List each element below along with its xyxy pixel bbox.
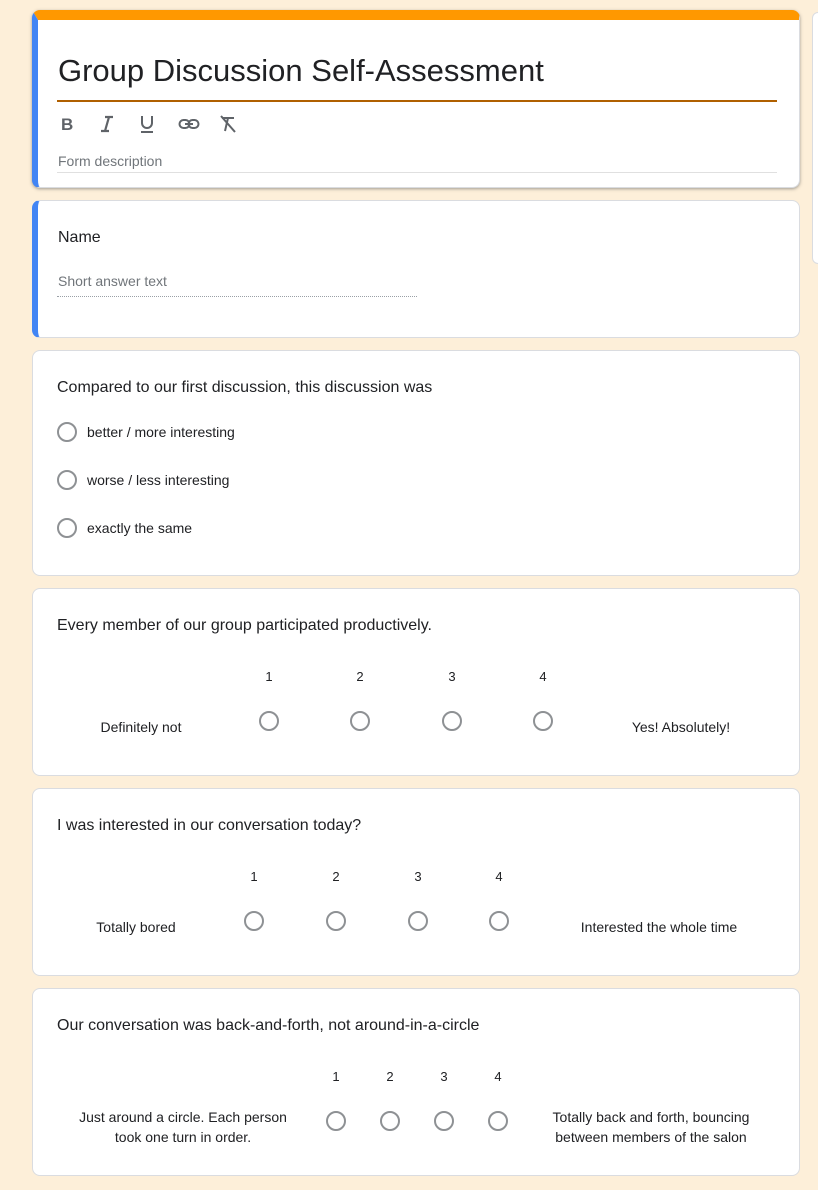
option-label: better / more interesting bbox=[87, 424, 235, 440]
scale-number: 2 bbox=[332, 869, 340, 884]
scale-radio-2[interactable] bbox=[380, 1111, 400, 1131]
scale-high-label: Interested the whole time bbox=[580, 919, 738, 935]
scale-radio-1[interactable] bbox=[259, 711, 279, 731]
scale-number: 3 bbox=[414, 869, 422, 884]
question-title[interactable]: Compared to our first discussion, this discussion was bbox=[57, 379, 433, 396]
scale-radio-1[interactable] bbox=[244, 911, 264, 931]
form-title[interactable]: Group Discussion Self-Assessment bbox=[58, 53, 544, 88]
radio-option[interactable] bbox=[57, 422, 77, 442]
radio-option[interactable] bbox=[57, 518, 77, 538]
scale-radio-3[interactable] bbox=[408, 911, 428, 931]
scale-number: 1 bbox=[250, 869, 258, 884]
question-card-name[interactable] bbox=[32, 200, 800, 338]
scale-number: 2 bbox=[386, 1069, 394, 1084]
scale-number: 2 bbox=[356, 669, 364, 684]
option-label: worse / less interesting bbox=[87, 472, 230, 488]
form-header-card[interactable] bbox=[32, 10, 800, 188]
scale-number: 1 bbox=[332, 1069, 340, 1084]
side-toolbar-card bbox=[812, 12, 818, 264]
question-title[interactable]: Name bbox=[58, 229, 101, 246]
bold-icon[interactable] bbox=[58, 112, 98, 136]
scale-number: 4 bbox=[539, 669, 547, 684]
radio-option[interactable] bbox=[57, 470, 77, 490]
scale-radio-3[interactable] bbox=[442, 711, 462, 731]
question-card-flow[interactable] bbox=[32, 988, 800, 1176]
link-icon[interactable] bbox=[178, 112, 218, 136]
scale-radio-1[interactable] bbox=[326, 1111, 346, 1131]
form-description-input[interactable]: Form description bbox=[58, 153, 163, 169]
underline-icon[interactable] bbox=[138, 112, 178, 136]
italic-icon[interactable] bbox=[98, 112, 138, 136]
option-label: exactly the same bbox=[87, 520, 193, 536]
question-card-comparison[interactable] bbox=[32, 350, 800, 576]
scale-high-label: Totally back and forth, bouncing between members of the salon bbox=[552, 1109, 750, 1145]
description-underline bbox=[57, 172, 777, 173]
scale-radio-2[interactable] bbox=[350, 711, 370, 731]
scale-high-label: Yes! Absolutely! bbox=[631, 719, 731, 735]
scale-number: 3 bbox=[448, 669, 456, 684]
scale-radio-3[interactable] bbox=[434, 1111, 454, 1131]
text-format-toolbar bbox=[58, 112, 258, 136]
question-title[interactable]: Every member of our group participated productively. bbox=[57, 617, 432, 634]
scale-low-label: Just around a circle. Each person took one turn in order. bbox=[79, 1109, 287, 1145]
scale-radio-4[interactable] bbox=[489, 911, 509, 931]
scale-low-label: Definitely not bbox=[100, 719, 182, 735]
question-card-interest[interactable] bbox=[32, 788, 800, 976]
scale-number: 3 bbox=[440, 1069, 448, 1084]
question-title[interactable]: I was interested in our conversation today? bbox=[57, 817, 362, 834]
svg-text:B: B bbox=[61, 115, 74, 133]
scale-low-label: Totally bored bbox=[96, 919, 176, 935]
short-answer-placeholder: Short answer text bbox=[58, 273, 167, 289]
question-title[interactable]: Our conversation was back-and-forth, not around-in-a-circle bbox=[57, 1017, 480, 1034]
question-card-participation[interactable] bbox=[32, 588, 800, 776]
scale-radio-4[interactable] bbox=[533, 711, 553, 731]
scale-radio-4[interactable] bbox=[488, 1111, 508, 1131]
title-underline bbox=[57, 100, 777, 102]
scale-number: 1 bbox=[265, 669, 273, 684]
clear-format-icon[interactable] bbox=[218, 112, 258, 136]
scale-number: 4 bbox=[495, 869, 503, 884]
scale-number: 4 bbox=[494, 1069, 502, 1084]
scale-radio-2[interactable] bbox=[326, 911, 346, 931]
short-answer-underline bbox=[57, 296, 417, 297]
